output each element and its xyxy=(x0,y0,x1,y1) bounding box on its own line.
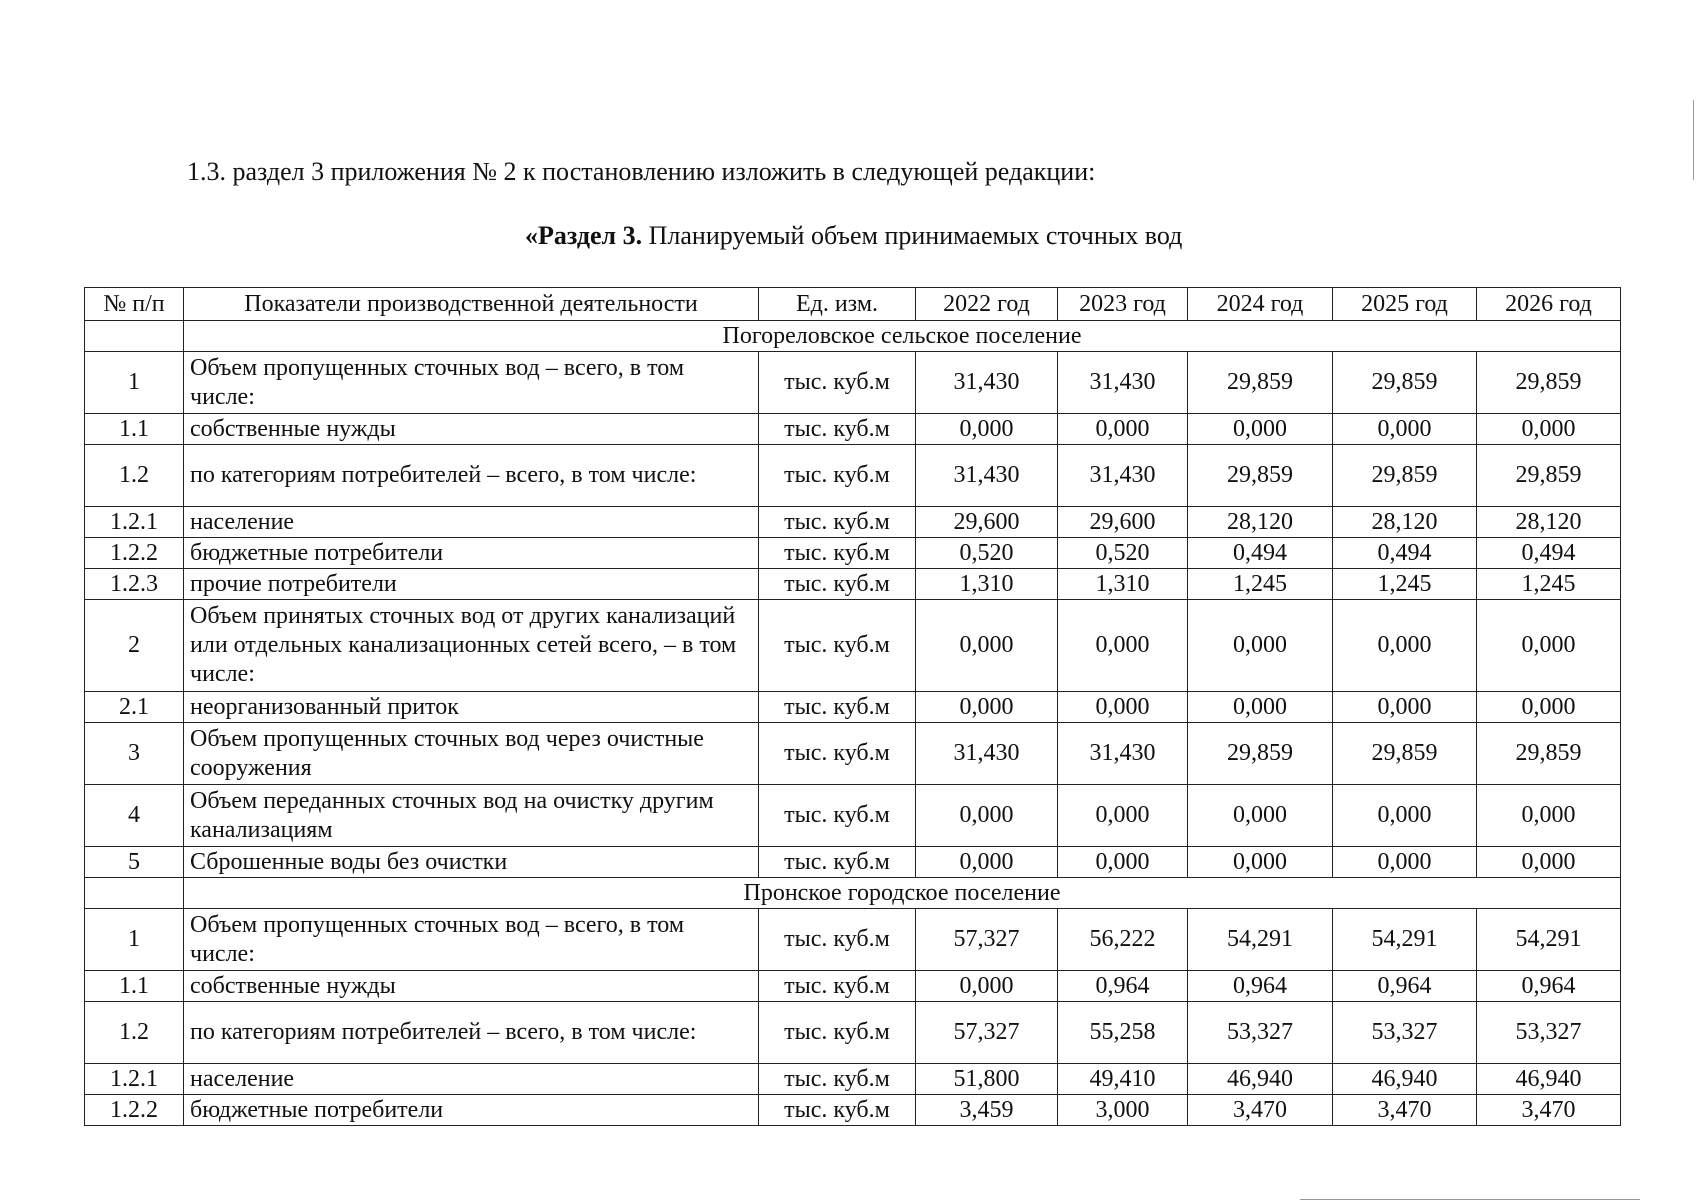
value-cell: 0,000 xyxy=(1188,692,1333,723)
value-cell: 0,000 xyxy=(1333,847,1477,878)
value-cell: 0,000 xyxy=(1477,847,1621,878)
table-row xyxy=(85,785,1621,847)
table-row xyxy=(85,445,1621,507)
value-cell: 46,940 xyxy=(1188,1064,1333,1095)
value-cell: 29,859 xyxy=(1333,723,1477,785)
value-cell: 46,940 xyxy=(1477,1064,1621,1095)
value-cell: 3,470 xyxy=(1333,1095,1477,1126)
value-cell: 0,000 xyxy=(1333,785,1477,847)
unit-cell: тыс. куб.м xyxy=(759,909,916,971)
value-cell: 0,000 xyxy=(1058,847,1188,878)
value-cell: 49,410 xyxy=(1058,1064,1188,1095)
value-cell: 54,291 xyxy=(1333,909,1477,971)
header-cell-indicator: Показатели производственной деятельности xyxy=(184,288,759,321)
indicator-cell: Объем переданных сточных вод на очистку другим канализациям xyxy=(184,785,759,847)
indicator-cell: бюджетные потребители xyxy=(184,538,759,569)
value-cell: 29,600 xyxy=(916,507,1058,538)
value-cell: 29,859 xyxy=(1333,352,1477,414)
value-cell: 3,459 xyxy=(916,1095,1058,1126)
indicator-cell: по категориям потребителей – всего, в том числе: xyxy=(184,1002,759,1064)
value-cell: 29,859 xyxy=(1333,445,1477,507)
unit-cell: тыс. куб.м xyxy=(759,600,916,692)
value-cell: 1,245 xyxy=(1477,569,1621,600)
indicator-cell: неорганизованный приток xyxy=(184,692,759,723)
indicator-cell: население xyxy=(184,507,759,538)
value-cell: 0,000 xyxy=(916,692,1058,723)
row-number-cell: 1 xyxy=(85,909,184,971)
value-cell: 31,430 xyxy=(916,445,1058,507)
section-title xyxy=(525,221,1182,251)
value-cell: 0,964 xyxy=(1333,971,1477,1002)
row-number-cell: 1.2.2 xyxy=(85,1095,184,1126)
section-title-cell: Погореловское сельское поселение xyxy=(184,321,1621,352)
header-cell-2022: 2022 год xyxy=(916,288,1058,321)
value-cell: 0,000 xyxy=(1477,692,1621,723)
value-cell: 0,000 xyxy=(1058,414,1188,445)
value-cell: 0,000 xyxy=(916,847,1058,878)
value-cell: 57,327 xyxy=(916,909,1058,971)
value-cell: 1,245 xyxy=(1333,569,1477,600)
value-cell: 0,494 xyxy=(1188,538,1333,569)
value-cell: 29,859 xyxy=(1477,445,1621,507)
value-cell: 1,310 xyxy=(1058,569,1188,600)
value-cell: 46,940 xyxy=(1333,1064,1477,1095)
unit-cell: тыс. куб.м xyxy=(759,445,916,507)
indicator-cell: население xyxy=(184,1064,759,1095)
indicator-cell: Объем принятых сточных вод от других канализаций или отдельных канализационных сетей всего, – в том числе: xyxy=(184,600,759,692)
value-cell: 28,120 xyxy=(1188,507,1333,538)
value-cell: 29,859 xyxy=(1477,352,1621,414)
scan-edge-mark xyxy=(1693,100,1694,180)
value-cell: 0,964 xyxy=(1477,971,1621,1002)
row-number-cell: 1.1 xyxy=(85,971,184,1002)
row-number-cell: 3 xyxy=(85,723,184,785)
value-cell: 57,327 xyxy=(916,1002,1058,1064)
header-row xyxy=(85,288,1621,321)
row-number-cell: 1.2 xyxy=(85,1002,184,1064)
row-number-cell: 2.1 xyxy=(85,692,184,723)
value-cell: 54,291 xyxy=(1477,909,1621,971)
table-row xyxy=(85,600,1621,692)
section-title-bold: «Раздел 3. xyxy=(525,221,643,250)
indicator-cell: по категориям потребителей – всего, в том числе: xyxy=(184,445,759,507)
value-cell: 0,964 xyxy=(1058,971,1188,1002)
header-cell-unit: Ед. изм. xyxy=(759,288,916,321)
indicator-cell: собственные нужды xyxy=(184,971,759,1002)
section-row xyxy=(85,321,1621,352)
table-row xyxy=(85,971,1621,1002)
header-cell-2024: 2024 год xyxy=(1188,288,1333,321)
value-cell: 28,120 xyxy=(1477,507,1621,538)
value-cell: 53,327 xyxy=(1477,1002,1621,1064)
section-title-rest: Планируемый объем принимаемых сточных вод xyxy=(642,221,1183,250)
value-cell: 0,000 xyxy=(1058,600,1188,692)
table-row xyxy=(85,692,1621,723)
value-cell: 0,000 xyxy=(1188,414,1333,445)
value-cell: 0,000 xyxy=(1188,847,1333,878)
row-number-cell: 1.2.1 xyxy=(85,507,184,538)
unit-cell: тыс. куб.м xyxy=(759,847,916,878)
row-number-cell: 4 xyxy=(85,785,184,847)
section-blank-cell xyxy=(85,878,184,909)
value-cell: 0,000 xyxy=(1333,600,1477,692)
value-cell: 0,494 xyxy=(1477,538,1621,569)
indicator-cell: Объем пропущенных сточных вод – всего, в том числе: xyxy=(184,909,759,971)
indicator-cell: Сброшенные воды без очистки xyxy=(184,847,759,878)
value-cell: 29,859 xyxy=(1188,445,1333,507)
unit-cell: тыс. куб.м xyxy=(759,1002,916,1064)
table-row xyxy=(85,1095,1621,1126)
unit-cell: тыс. куб.м xyxy=(759,569,916,600)
value-cell: 1,245 xyxy=(1188,569,1333,600)
row-number-cell: 1.2.2 xyxy=(85,538,184,569)
row-number-cell: 1.1 xyxy=(85,414,184,445)
table-row xyxy=(85,507,1621,538)
value-cell: 0,000 xyxy=(1058,692,1188,723)
table-row xyxy=(85,569,1621,600)
value-cell: 0,000 xyxy=(1333,414,1477,445)
indicator-cell: бюджетные потребители xyxy=(184,1095,759,1126)
value-cell: 0,000 xyxy=(1477,785,1621,847)
intro-paragraph: 1.3. раздел 3 приложения № 2 к постановлению изложить в следующей редакции: xyxy=(187,157,1096,186)
row-number-cell: 1.2.3 xyxy=(85,569,184,600)
unit-cell: тыс. куб.м xyxy=(759,414,916,445)
row-number-cell: 2 xyxy=(85,600,184,692)
unit-cell: тыс. куб.м xyxy=(759,785,916,847)
unit-cell: тыс. куб.м xyxy=(759,692,916,723)
value-cell: 0,000 xyxy=(1058,785,1188,847)
indicator-cell: прочие потребители xyxy=(184,569,759,600)
unit-cell: тыс. куб.м xyxy=(759,971,916,1002)
value-cell: 0,520 xyxy=(1058,538,1188,569)
value-cell: 0,964 xyxy=(1188,971,1333,1002)
unit-cell: тыс. куб.м xyxy=(759,507,916,538)
value-cell: 28,120 xyxy=(1333,507,1477,538)
value-cell: 31,430 xyxy=(1058,723,1188,785)
value-cell: 0,520 xyxy=(916,538,1058,569)
value-cell: 1,310 xyxy=(916,569,1058,600)
value-cell: 0,000 xyxy=(1333,692,1477,723)
value-cell: 31,430 xyxy=(916,723,1058,785)
unit-cell: тыс. куб.м xyxy=(759,723,916,785)
indicator-cell: собственные нужды xyxy=(184,414,759,445)
wastewater-volume-table xyxy=(84,287,1621,1126)
unit-cell: тыс. куб.м xyxy=(759,1095,916,1126)
header-cell-2026: 2026 год xyxy=(1477,288,1621,321)
table-row xyxy=(85,723,1621,785)
value-cell: 29,859 xyxy=(1188,352,1333,414)
unit-cell: тыс. куб.м xyxy=(759,538,916,569)
value-cell: 54,291 xyxy=(1188,909,1333,971)
value-cell: 31,430 xyxy=(1058,445,1188,507)
section-row xyxy=(85,878,1621,909)
row-number-cell: 1.2 xyxy=(85,445,184,507)
value-cell: 0,000 xyxy=(1188,600,1333,692)
value-cell: 0,000 xyxy=(916,414,1058,445)
value-cell: 0,000 xyxy=(1477,600,1621,692)
unit-cell: тыс. куб.м xyxy=(759,352,916,414)
table-body xyxy=(85,321,1621,1126)
table-row xyxy=(85,847,1621,878)
section-title-cell: Пронское городское поселение xyxy=(184,878,1621,909)
value-cell: 55,258 xyxy=(1058,1002,1188,1064)
indicator-cell: Объем пропущенных сточных вод через очистные сооружения xyxy=(184,723,759,785)
value-cell: 3,470 xyxy=(1477,1095,1621,1126)
value-cell: 3,000 xyxy=(1058,1095,1188,1126)
row-number-cell: 1 xyxy=(85,352,184,414)
value-cell: 29,859 xyxy=(1477,723,1621,785)
table-row xyxy=(85,538,1621,569)
table-row xyxy=(85,414,1621,445)
value-cell: 31,430 xyxy=(916,352,1058,414)
value-cell: 31,430 xyxy=(1058,352,1188,414)
header-cell-2023: 2023 год xyxy=(1058,288,1188,321)
table-row xyxy=(85,352,1621,414)
table-row xyxy=(85,1002,1621,1064)
unit-cell: тыс. куб.м xyxy=(759,1064,916,1095)
value-cell: 0,000 xyxy=(916,971,1058,1002)
indicator-cell: Объем пропущенных сточных вод – всего, в том числе: xyxy=(184,352,759,414)
table-row xyxy=(85,1064,1621,1095)
header-cell-num: № п/п xyxy=(85,288,184,321)
value-cell: 29,859 xyxy=(1188,723,1333,785)
value-cell: 3,470 xyxy=(1188,1095,1333,1126)
header-cell-2025: 2025 год xyxy=(1333,288,1477,321)
value-cell: 0,000 xyxy=(916,600,1058,692)
value-cell: 29,600 xyxy=(1058,507,1188,538)
value-cell: 51,800 xyxy=(916,1064,1058,1095)
table-row xyxy=(85,909,1621,971)
section-blank-cell xyxy=(85,321,184,352)
value-cell: 0,000 xyxy=(916,785,1058,847)
value-cell: 56,222 xyxy=(1058,909,1188,971)
row-number-cell: 5 xyxy=(85,847,184,878)
value-cell: 53,327 xyxy=(1188,1002,1333,1064)
value-cell: 0,494 xyxy=(1333,538,1477,569)
value-cell: 0,000 xyxy=(1188,785,1333,847)
value-cell: 0,000 xyxy=(1477,414,1621,445)
row-number-cell: 1.2.1 xyxy=(85,1064,184,1095)
value-cell: 53,327 xyxy=(1333,1002,1477,1064)
